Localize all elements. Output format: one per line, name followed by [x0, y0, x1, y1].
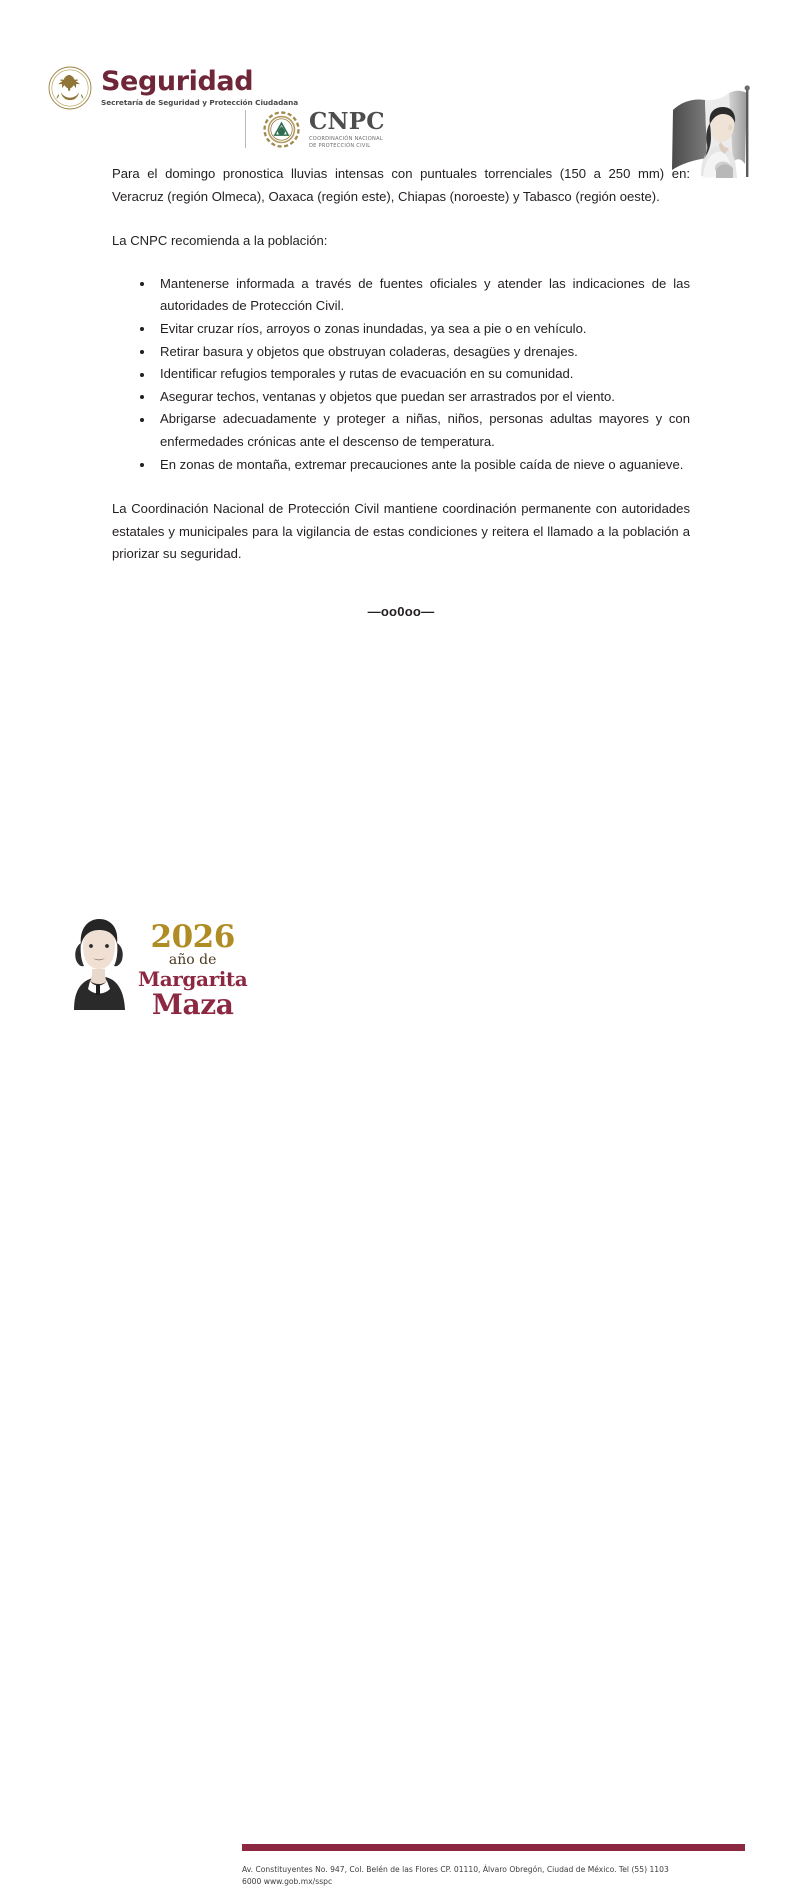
cnpc-subtitle-line-2: DE PROTECCIÓN CIVIL	[309, 142, 371, 149]
cnpc-title: CNPC	[309, 108, 385, 135]
footer-address-line-2: 6000 www.gob.mx/sspc	[242, 1876, 333, 1886]
footer-ano-de: año de	[168, 951, 217, 968]
cnpc-subtitle-line-1: COORDINACIÓN NACIONAL	[309, 136, 383, 142]
document-body	[112, 163, 690, 619]
brand-subtitle: Secretaría de Seguridad y Protección Ciudadana	[101, 98, 299, 108]
margarita-maza-portrait-icon	[62, 913, 134, 1010]
cnpc-wordmark	[309, 110, 385, 149]
footer-year: 2026	[150, 919, 235, 955]
mexico-coat-of-arms-icon	[48, 66, 92, 110]
brand-title: Seguridad	[101, 66, 254, 98]
seguridad-wordmark	[101, 68, 298, 107]
cnpc-brand	[262, 110, 385, 149]
recommendations-intro: La CNPC recomienda a la población:	[112, 233, 328, 249]
end-of-document-mark: —oo0oo—	[367, 603, 435, 619]
list-item: Mantenerse informada a través de fuentes oficiales y atender las indicaciones de las autoridades de Protección Civil.	[112, 273, 690, 318]
closing-paragraph: La Coordinación Nacional de Protección Civil mantiene coordinación permanente con autoridades estatales y municipales para la vigilancia de estas condiciones y reitera el llamado a la población a priorizar su seguridad.	[112, 501, 690, 562]
cnpc-emblem-icon	[262, 110, 301, 149]
footer-address-line-1: Av. Constituyentes No. 947, Col. Belén de las Flores CP. 01110, Álvaro Obregón, Ciudad de México. Tel (55) 1103	[242, 1865, 669, 1874]
document-footer	[0, 905, 800, 1886]
seguridad-brand	[48, 66, 298, 110]
vertical-divider	[245, 110, 246, 148]
footer-divider-bar	[242, 1844, 745, 1851]
recommendations-list	[112, 273, 690, 476]
forecast-paragraph: Para el domingo pronostica lluvias intensas con puntuales torrenciales (150 a 250 mm) en: Veracruz (región Olmeca), Oaxaca (región este), Chiapas (noroeste) y Tabasco (región oeste).	[112, 166, 690, 204]
list-item: Asegurar techos, ventanas y objetos que puedan ser arrastrados por el viento.	[112, 386, 690, 409]
footer-name-line-1: Margarita	[138, 967, 248, 992]
footer-address	[242, 1864, 722, 1887]
list-item: Identificar refugios temporales y rutas de evacuación en su comunidad.	[112, 363, 690, 386]
list-item: Abrigarse adecuadamente y proteger a niñas, niños, personas adultas mayores y con enfermedades crónicas ante el descenso de temperatura.	[112, 408, 690, 453]
list-item: Evitar cruzar ríos, arroyos o zonas inundadas, ya sea a pie o en vehículo.	[112, 318, 690, 341]
list-item: En zonas de montaña, extremar precauciones ante la posible caída de nieve o aguanieve.	[112, 454, 690, 477]
footer-name-line-2: Maza	[151, 988, 234, 1022]
margarita-maza-wordmark	[138, 913, 248, 1022]
list-item: Retirar basura y objetos que obstruyan coladeras, desagües y drenajes.	[112, 341, 690, 364]
document-header	[0, 44, 800, 154]
margarita-maza-logo	[62, 913, 248, 1022]
